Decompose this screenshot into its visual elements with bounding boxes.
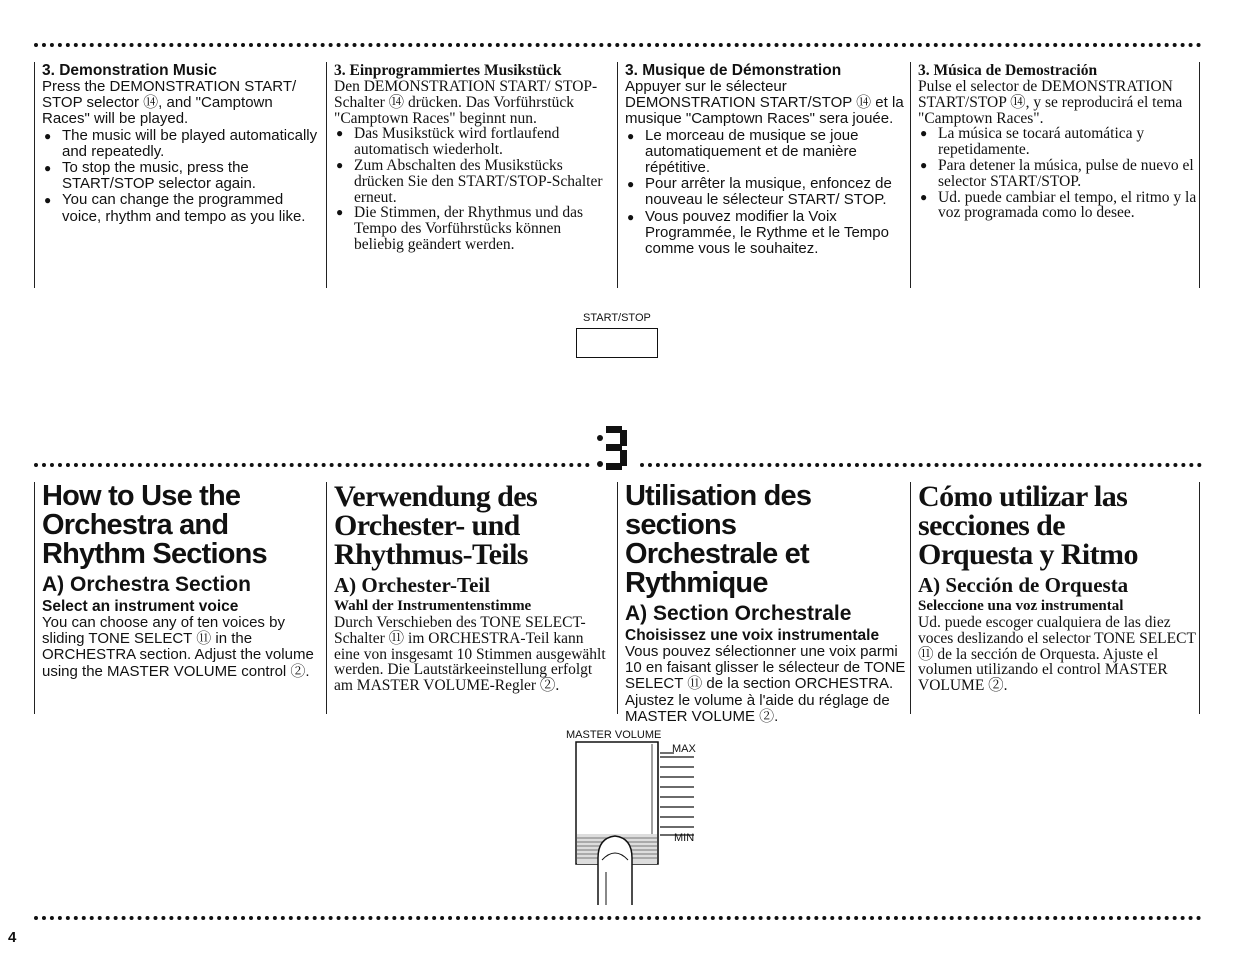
list-item: ● Vous pouvez modifier la Voix Programmée, le Rythme et le Tempo comme vous le souhaitez. bbox=[625, 209, 907, 258]
body-text: Vous pouvez sélectionner une voix parmi 10 en faisant glisser le sélecteur de TONE SELECT ⑪ de la section ORCHESTRA. Ajustez le volume à l'aide du réglage de MASTER VOLUME ②. bbox=[625, 643, 906, 725]
section-heading: 3. Demonstration Music bbox=[42, 62, 217, 79]
max-label: MAX bbox=[672, 743, 696, 755]
body-text: You can choose any of ten voices by sliding TONE SELECT ⑪ in the ORCHESTRA section. Adjust the volume using the MASTER VOLUME control ②. bbox=[42, 614, 314, 680]
orchestra-section-de bbox=[326, 482, 611, 714]
bullet-list bbox=[918, 126, 1199, 221]
list-item: ● Das Musikstück wird fortlaufend automatisch wiederholt. bbox=[334, 126, 611, 158]
intro-text: Den DEMONSTRATION START/ STOP-Schalter ⑭ drücken. Das Vorführstück "Camptown Races" beginnt nun. bbox=[334, 78, 598, 127]
section-heading: 3. Einprogrammiertes Musikstück bbox=[334, 62, 562, 79]
list-item: ● The music will be played automatically and repeatedly. bbox=[42, 128, 324, 160]
intro-text: Pulse el selector de DEMONSTRATION START/STOP ⑭, y se reproducirá el tema "Camptown Races". bbox=[918, 78, 1183, 127]
middle-dotted-rule-left bbox=[34, 463, 590, 467]
list-item: ● Le morceau de musique se joue automatiquement et de manière répétitive. bbox=[625, 128, 907, 177]
start-stop-button-illustration bbox=[576, 328, 658, 358]
master-volume-label: MASTER VOLUME bbox=[566, 729, 662, 741]
start-stop-label: START/STOP bbox=[583, 312, 651, 324]
middle-dotted-rule-right bbox=[640, 463, 1202, 467]
subheading: Select an instrument voice bbox=[42, 598, 239, 615]
page-title: How to Use the Orchestra and Rhythm Sections bbox=[42, 480, 267, 570]
list-item: ● La música se tocará automática y repetidamente. bbox=[918, 126, 1199, 158]
master-volume-slider-illustration bbox=[570, 740, 700, 910]
list-item: ● Ud. puede cambiar el tempo, el ritmo y la voz programada como lo desee. bbox=[918, 190, 1199, 222]
page-title: Verwendung des Orchester- und Rhythmus-Teils bbox=[334, 480, 538, 571]
body-text: Durch Verschieben des TONE SELECT-Schalter ⑪ im ORCHESTRA-Teil kann eine von insgesamt 10 Stimmen ausgewählt werden. Die Lautstärkeeinstellung erfolgt am MASTER VOLUME-Regler ②. bbox=[334, 614, 606, 695]
list-item: ● You can change the programmed voice, rhythm and tempo as you like. bbox=[42, 192, 324, 224]
intro-text: Appuyer sur le sélecteur DEMONSTRATION START/STOP ⑭ et la musique "Camptown Races" sera jouée. bbox=[625, 78, 904, 128]
subheading: Choisissez une voix instrumentale bbox=[625, 627, 880, 644]
section-number-3 bbox=[594, 424, 636, 478]
bullet-list bbox=[334, 126, 611, 252]
demo-music-de bbox=[326, 62, 611, 288]
section-subtitle: A) Sección de Orquesta bbox=[918, 573, 1129, 597]
body-text: Ud. puede escoger cualquiera de las diez voces deslizando el selector TONE SELECT ⑪ de la sección de Orquesta. Ajuste el volumen utilizando el control MASTER VOLUME ②. bbox=[918, 614, 1196, 695]
list-item: ● Die Stimmen, der Rhythmus und das Tempo des Vorführstücks können beliebig geändert werden. bbox=[334, 205, 611, 252]
intro-text: Press the DEMONSTRATION START/ STOP selector ⑭, and "Camptown Races" will be played. bbox=[42, 78, 297, 128]
top-dotted-rule bbox=[34, 43, 1202, 47]
orchestra-section-fr bbox=[617, 480, 907, 725]
scale-ticks bbox=[660, 753, 694, 835]
demo-music-en bbox=[34, 62, 324, 288]
list-item: ● Para detener la música, pulse de nuevo el selector START/STOP. bbox=[918, 158, 1199, 190]
page-title: Cómo utilizar las secciones de Orquesta y Ritmo bbox=[918, 480, 1138, 571]
orchestra-section-en bbox=[34, 482, 324, 714]
section-subtitle: A) Orchestra Section bbox=[42, 573, 251, 596]
section-heading: 3. Musique de Démonstration bbox=[625, 62, 842, 79]
section-subtitle: A) Orchester-Teil bbox=[334, 573, 491, 597]
bullet-list bbox=[42, 128, 324, 225]
section-heading: 3. Música de Demostración bbox=[918, 62, 1098, 79]
orchestra-section-es bbox=[910, 482, 1200, 714]
bottom-dotted-rule bbox=[34, 916, 1202, 920]
subheading: Wahl der Instrumentenstimme bbox=[334, 598, 532, 614]
demo-music-es bbox=[910, 62, 1200, 288]
section-subtitle: A) Section Orchestrale bbox=[625, 602, 852, 625]
page-number: 4 bbox=[8, 929, 17, 946]
bullet-list bbox=[625, 128, 907, 258]
page-title: Utilisation des sections Orchestrale et Rythmique bbox=[625, 480, 812, 599]
demo-music-fr bbox=[617, 62, 907, 288]
subheading: Seleccione una voz instrumental bbox=[918, 598, 1124, 614]
list-item: ● To stop the music, press the START/STOP selector again. bbox=[42, 160, 324, 192]
list-item: ● Zum Abschalten des Musikstücks drücken Sie den START/STOP-Schalter erneut. bbox=[334, 158, 611, 205]
min-label: MIN bbox=[674, 832, 695, 844]
list-item: ● Pour arrêter la musique, enfoncez de nouveau le sélecteur START/ STOP. bbox=[625, 176, 907, 208]
